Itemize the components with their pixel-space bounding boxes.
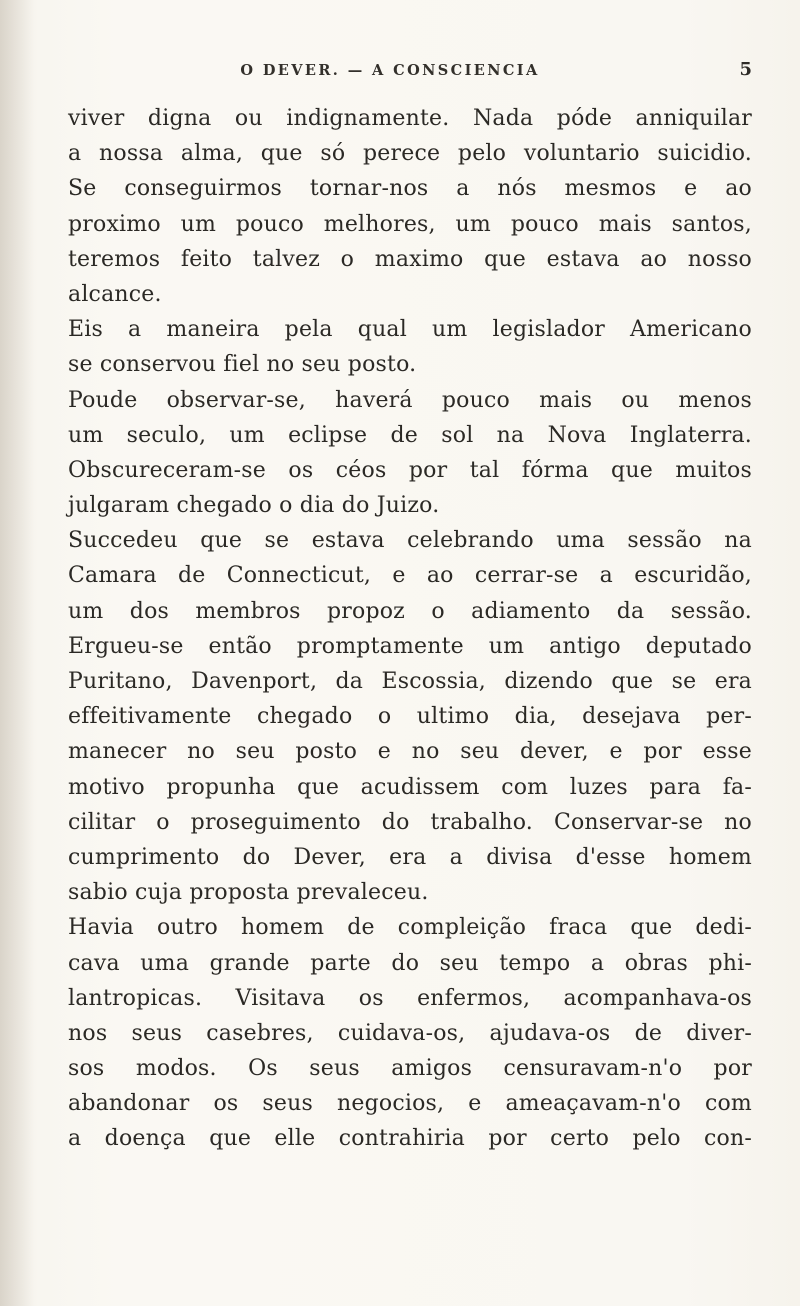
text-line: Havia outro homem de compleição fraca que dedi-	[68, 915, 752, 941]
body-text	[68, 101, 752, 1157]
text-line: um seculo, um eclipse de sol na Nova Inglaterra.	[68, 422, 752, 448]
text-line: um dos membros propoz o adiamento da sessão.	[68, 598, 752, 624]
text-line: alcance.	[68, 281, 162, 307]
text-line: cumprimento do Dever, era a divisa d'esse homem	[68, 844, 752, 870]
text-line: viver digna ou indignamente. Nada póde anniquilar	[68, 106, 752, 131]
page-header	[68, 59, 752, 90]
running-head: O DEVER. — A CONSCIENCIA	[240, 62, 540, 79]
text-line: Eis a maneira pela qual um legislador Americano	[68, 317, 752, 343]
text-line: julgaram chegado o dia do Juizo.	[68, 493, 440, 519]
text-line: Ergueu-se então promptamente um antigo deputado	[68, 633, 752, 659]
text-line: se conservou fiel no seu posto.	[68, 352, 417, 378]
text-line: motivo propunha que acudissem com luzes para fa-	[68, 774, 752, 800]
text-line: cilitar o proseguimento do trabalho. Conservar-se no	[68, 809, 752, 835]
page-number: 5	[739, 59, 752, 80]
text-line: manecer no seu posto e no seu dever, e por esse	[68, 739, 752, 765]
text-line: proximo um pouco melhores, um pouco mais santos,	[68, 211, 752, 237]
text-line: Camara de Connecticut, e ao cerrar-se a escuridão,	[68, 563, 752, 589]
text-line: a doença que elle contrahiria por certo pelo con-	[68, 1126, 752, 1152]
text-line: Puritano, Davenport, da Escossia, dizendo que se era	[68, 669, 752, 694]
text-line: abandonar os seus negocios, e ameaçavam-n'o com	[68, 1091, 752, 1117]
text-line: Se conseguirmos tornar-nos a nós mesmos e ao	[68, 176, 752, 202]
text-line: lantropicas. Visitava os enfermos, acompanhava-os	[68, 985, 752, 1011]
text-line: cava uma grande parte do seu tempo a obras phi-	[68, 950, 752, 976]
text-line: effeitivamente chegado o ultimo dia, desejava per-	[68, 704, 752, 730]
text-line: teremos feito talvez o maximo que estava ao nosso	[68, 246, 752, 272]
text-line: nos seus casebres, cuidava-os, ajudava-os de diver-	[68, 1020, 752, 1046]
text-line: a nossa alma, que só perece pelo voluntario suicidio.	[68, 141, 752, 167]
text-line: sabio cuja proposta prevaleceu.	[68, 880, 429, 906]
text-line: Succedeu que se estava celebrando uma sessão na	[68, 528, 752, 554]
text-line: Obscureceram-se os céos por tal fórma que muitos	[68, 457, 752, 483]
binding-gutter-shadow	[0, 0, 34, 1306]
text-line: sos modos. Os seus amigos censuravam-n'o por	[68, 1056, 752, 1082]
text-line: Poude observar-se, haverá pouco mais ou menos	[68, 387, 752, 413]
